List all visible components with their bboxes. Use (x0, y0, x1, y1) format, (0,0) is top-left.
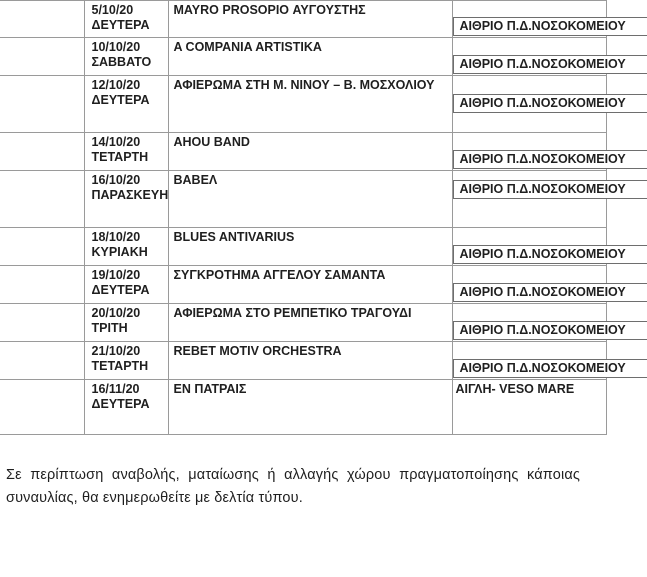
date-cell (84, 228, 168, 266)
event-cell (168, 380, 452, 435)
venue-text: ΑΙΘΡΙΟ Π.Δ.ΝΟΣΟΚΟΜΕΙΟΥ (453, 321, 647, 340)
venue-text: ΑΙΘΡΙΟ Π.Δ.ΝΟΣΟΚΟΜΕΙΟΥ (453, 180, 647, 199)
table-row (0, 228, 606, 266)
date-cell (84, 38, 168, 76)
date-text: 5/10/20 (91, 3, 134, 17)
day-text: ΔΕΥΤΕΡΑ (91, 18, 150, 32)
venue-cell (452, 38, 626, 76)
date-text: 14/10/20 (91, 135, 141, 149)
event-text: ΑΦΙΕΡΩΜΑ ΣΤΗ Μ. ΝΙΝΟΥ – Β. ΜΟΣΧΟΛΙΟΥ (173, 78, 435, 92)
venue-cell (452, 342, 626, 380)
table-row (0, 171, 606, 228)
event-cell (168, 1, 452, 38)
table-row (0, 380, 606, 435)
date-text: 10/10/20 (91, 40, 141, 54)
event-cell (168, 133, 452, 171)
date-cell (84, 304, 168, 342)
event-cell (168, 228, 452, 266)
event-text: ΣΥΓΚΡΟΤΗΜΑ ΑΓΓΕΛΟΥ ΣΑΜΑΝΤΑ (173, 268, 386, 282)
row-blank-cell (0, 76, 84, 133)
event-cell (168, 171, 452, 228)
event-text: AHOU BAND (173, 135, 250, 149)
venue-text: ΑΙΘΡΙΟ Π.Δ.ΝΟΣΟΚΟΜΕΙΟΥ (453, 94, 647, 113)
date-text: 21/10/20 (91, 344, 141, 358)
date-cell (84, 133, 168, 171)
date-cell (84, 1, 168, 38)
venue-cell (452, 1, 626, 38)
table-row (0, 38, 606, 76)
event-cell (168, 266, 452, 304)
date-cell (84, 76, 168, 133)
date-text: 16/11/20 (91, 382, 140, 396)
date-cell (84, 171, 168, 228)
day-text: ΤΡΙΤΗ (91, 321, 128, 335)
row-blank-cell (0, 1, 84, 38)
day-text: ΚΥΡΙΑΚΗ (91, 245, 148, 259)
row-blank-cell (0, 342, 84, 380)
venue-cell (452, 266, 626, 304)
day-text: ΤΕΤΑΡΤΗ (91, 150, 149, 164)
date-text: 18/10/20 (91, 230, 141, 244)
venue-cell (452, 76, 626, 133)
table-row (0, 266, 606, 304)
postponement-note: Σε περίπτωση αναβολής, ματαίωσης ή αλλαγής χώρου πραγματοποίησης κάποιας συναυλίας, θα ενημερωθείτε με δελτία τύπου. (6, 467, 580, 506)
date-text: 20/10/20 (91, 306, 141, 320)
day-text: ΣΑΒΒΑΤΟ (91, 55, 152, 69)
date-cell (84, 342, 168, 380)
row-blank-cell (0, 38, 84, 76)
table-row (0, 76, 606, 133)
venue-cell (452, 304, 626, 342)
event-text: ΕΝ ΠΑΤΡΑΙΣ (173, 382, 247, 396)
venue-text: ΑΙΘΡΙΟ Π.Δ.ΝΟΣΟΚΟΜΕΙΟΥ (453, 283, 647, 302)
table-row (0, 304, 606, 342)
venue-text: ΑΙΘΡΙΟ Π.Δ.ΝΟΣΟΚΟΜΕΙΟΥ (453, 17, 647, 36)
event-text: ΒΑΒΕΛ (173, 173, 218, 187)
date-cell (84, 266, 168, 304)
row-blank-cell (0, 133, 84, 171)
event-text: A COMPANIA ARTISTIKA (173, 40, 322, 54)
venue-text: ΑΙΘΡΙΟ Π.Δ.ΝΟΣΟΚΟΜΕΙΟΥ (453, 245, 647, 264)
venue-text: ΑΙΘΡΙΟ Π.Δ.ΝΟΣΟΚΟΜΕΙΟΥ (453, 55, 647, 74)
date-text: 19/10/20 (91, 268, 141, 282)
table-row (0, 1, 606, 38)
event-text: ΑΦΙΕΡΩΜΑ ΣΤΟ ΡΕΜΠΕΤΙΚΟ ΤΡΑΓΟΥΔΙ (173, 306, 412, 320)
day-text: ΔΕΥΤΕΡΑ (91, 397, 150, 411)
date-text: 16/10/20 (91, 173, 141, 187)
day-text: ΔΕΥΤΕΡΑ (91, 283, 150, 297)
venue-cell (452, 133, 626, 171)
row-blank-cell (0, 304, 84, 342)
row-blank-cell (0, 171, 84, 228)
date-text: 12/10/20 (91, 78, 141, 92)
row-blank-cell (0, 228, 84, 266)
event-text: BLUES ANTIVARIUS (173, 230, 295, 244)
event-cell (168, 38, 452, 76)
event-cell (168, 76, 452, 133)
day-text: ΠΑΡΑΣΚΕΥΗ (91, 188, 169, 202)
table-row (0, 133, 606, 171)
venue-cell (452, 380, 606, 435)
row-blank-cell (0, 266, 84, 304)
row-blank-cell (0, 380, 84, 435)
event-text: REBET MOTIV ORCHESTRA (173, 344, 342, 358)
venue-cell (452, 228, 626, 266)
event-text: MAYRO PROSOPIO ΑΥΓΟΥΣΤΗΣ (173, 3, 366, 17)
day-text: ΤΕΤΑΡΤΗ (91, 359, 149, 373)
venue-cell (452, 171, 626, 228)
venue-text: ΑΙΓΛΗ- VESO MARE (455, 382, 575, 396)
event-cell (168, 342, 452, 380)
venue-text: ΑΙΘΡΙΟ Π.Δ.ΝΟΣΟΚΟΜΕΙΟΥ (453, 359, 647, 378)
date-cell (84, 380, 168, 435)
table-row (0, 342, 606, 380)
venue-text: ΑΙΘΡΙΟ Π.Δ.ΝΟΣΟΚΟΜΕΙΟΥ (453, 150, 647, 169)
event-cell (168, 304, 452, 342)
day-text: ΔΕΥΤΕΡΑ (91, 93, 150, 107)
